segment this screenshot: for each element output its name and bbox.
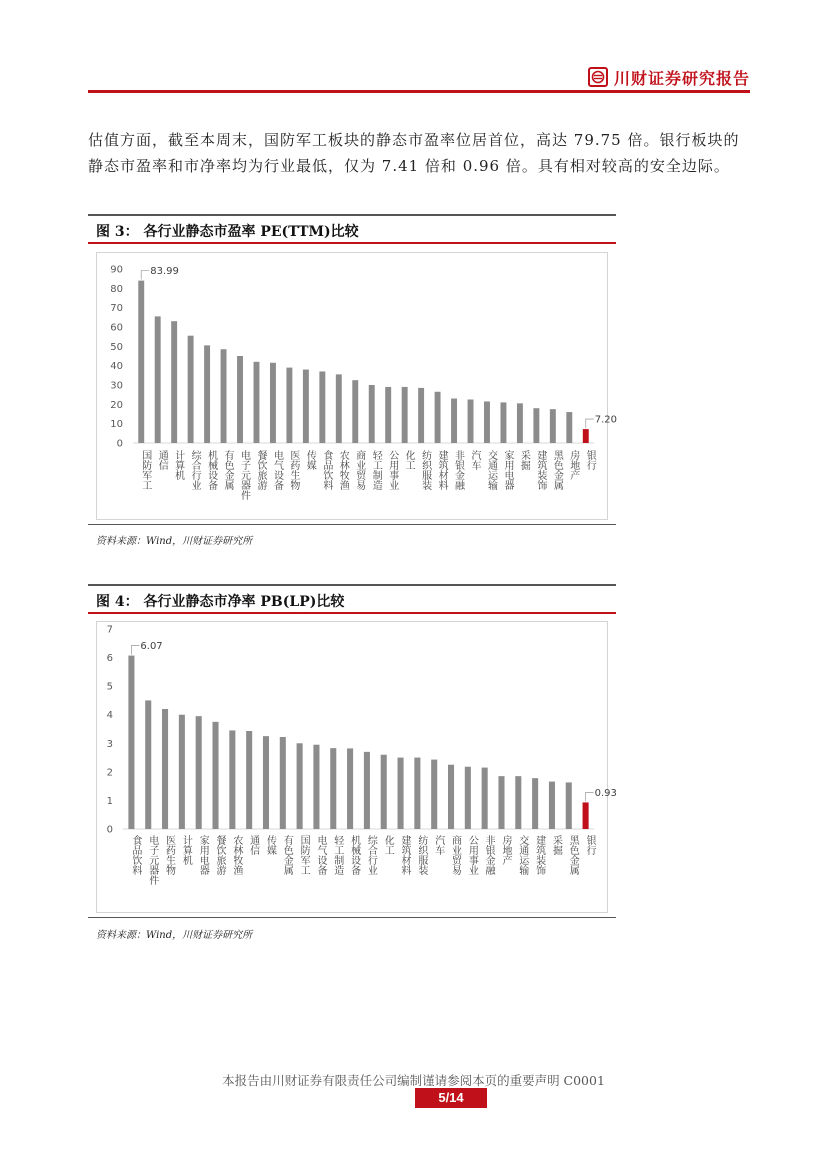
x-category-label: 采掘 <box>518 450 530 470</box>
x-category-label: 建筑装饰 <box>534 450 546 490</box>
figure-bottom-rule <box>88 917 616 918</box>
bar <box>229 730 235 829</box>
x-category-label: 商业贸易 <box>449 835 461 875</box>
x-category-label: 农林牧渔 <box>230 835 242 875</box>
x-category-label: 纺织服装 <box>415 835 427 875</box>
x-category-label: 食品饮料 <box>320 450 332 490</box>
header-rule <box>88 90 750 93</box>
bar <box>155 316 161 443</box>
figure-source: 资料来源：Wind，川财证券研究所 <box>96 930 253 941</box>
x-category-label: 家用电器 <box>197 835 209 875</box>
x-category-label: 公用事业 <box>386 450 398 490</box>
y-tick-label: 10 <box>110 419 123 431</box>
x-category-label: 通信 <box>247 835 259 855</box>
x-category-label: 银行 <box>584 835 596 855</box>
figure-bottom-rule <box>88 524 616 525</box>
bar <box>435 392 441 443</box>
data-label-leader <box>586 419 594 428</box>
bar <box>364 752 370 829</box>
bar <box>465 767 471 829</box>
figure-title: 图 4： 各行业静态市净率 PB(LP)比较 <box>96 594 345 610</box>
x-category-label: 电气设备 <box>314 835 326 875</box>
x-category-label: 传媒 <box>304 450 316 470</box>
bar <box>402 387 408 443</box>
data-label-leader <box>141 271 149 280</box>
y-tick-label: 2 <box>106 767 113 779</box>
bar <box>448 765 454 829</box>
data-label-leader <box>586 792 594 801</box>
body-paragraph: 估值方面，截至本周末，国防军工板块的静态市盈率位居首位，高达 79.75 倍。银行板块的静态市盈率和市净率均为行业最低，仅为 7.41 倍和 0.96 倍。具有相对较高的安全边际。 <box>88 131 740 175</box>
bar <box>468 400 474 444</box>
x-category-label: 机械设备 <box>205 450 217 490</box>
y-tick-label: 3 <box>106 738 113 750</box>
y-tick-label: 90 <box>110 264 123 276</box>
x-category-label: 医药生物 <box>163 835 175 875</box>
bar <box>381 755 387 829</box>
x-category-label: 建筑材料 <box>436 450 448 490</box>
bar <box>336 374 342 443</box>
x-category-label: 交通运输 <box>485 450 497 490</box>
bar <box>162 709 168 829</box>
bar <box>297 743 303 829</box>
figure-pb <box>88 584 616 939</box>
bar <box>347 748 353 829</box>
bar <box>385 387 391 443</box>
x-category-label: 电子元器件 <box>238 450 250 500</box>
bar <box>263 736 269 829</box>
bar <box>533 408 539 443</box>
bar <box>270 363 276 443</box>
y-tick-label: 0 <box>116 438 123 450</box>
bar <box>330 748 336 829</box>
x-category-label: 非银金融 <box>452 450 464 490</box>
bar <box>303 370 309 443</box>
x-category-label: 纺织服装 <box>419 450 431 490</box>
data-label: 7.20 <box>594 414 618 426</box>
x-category-label: 有色金属 <box>281 835 293 875</box>
x-category-label: 电子元器件 <box>146 835 158 885</box>
bar <box>145 700 151 829</box>
x-category-label: 黑色金属 <box>567 835 579 875</box>
y-tick-label: 1 <box>106 795 113 807</box>
x-category-label: 轻工制造 <box>331 835 343 875</box>
y-tick-label: 7 <box>106 624 113 636</box>
x-category-label: 国防军工 <box>298 835 310 875</box>
y-tick-label: 70 <box>110 303 123 315</box>
data-label: 83.99 <box>150 266 179 278</box>
x-category-label: 通信 <box>156 450 168 470</box>
y-tick-label: 20 <box>110 399 123 411</box>
bar <box>188 336 194 443</box>
bar <box>319 371 325 443</box>
data-label: 6.07 <box>140 641 163 653</box>
y-tick-label: 6 <box>106 653 113 665</box>
figure-source: 资料来源：Wind，川财证券研究所 <box>96 536 253 547</box>
x-category-label: 机械设备 <box>348 835 360 875</box>
bar <box>286 368 292 443</box>
bar <box>179 715 185 829</box>
bar <box>414 758 420 829</box>
x-category-label: 综合行业 <box>365 835 377 875</box>
x-category-label: 化工 <box>382 835 394 855</box>
x-category-label: 电气设备 <box>271 450 283 490</box>
bar <box>196 716 202 829</box>
bar <box>549 782 555 829</box>
chuancai-logo-icon <box>588 67 608 87</box>
y-tick-label: 60 <box>110 322 123 334</box>
x-category-label: 银行 <box>584 450 596 470</box>
y-tick-label: 0 <box>106 824 113 836</box>
x-category-label: 房地产 <box>567 450 579 480</box>
chart-frame <box>96 621 617 913</box>
x-category-label: 农林牧渔 <box>337 450 349 490</box>
data-label-leader <box>131 646 139 655</box>
x-category-label: 黑色金属 <box>551 450 563 490</box>
x-category-label: 餐饮旅游 <box>254 450 266 490</box>
x-category-label: 传媒 <box>264 835 276 855</box>
bar <box>171 321 177 443</box>
bar <box>418 388 424 443</box>
bar <box>517 403 523 443</box>
bar <box>500 402 506 443</box>
bar <box>280 737 286 829</box>
bar <box>550 409 556 443</box>
y-tick-label: 5 <box>106 681 113 693</box>
bar <box>313 745 319 829</box>
bar <box>369 385 375 443</box>
x-category-label: 轻工制造 <box>370 450 382 490</box>
page-header <box>88 64 750 94</box>
x-category-label: 交通运输 <box>516 835 528 875</box>
bar <box>583 802 589 829</box>
bar <box>246 731 252 829</box>
header-brand <box>588 66 750 88</box>
bar <box>254 362 260 443</box>
bar <box>532 778 538 829</box>
x-category-label: 商业贸易 <box>353 450 365 490</box>
bar <box>583 429 589 443</box>
bar <box>212 722 218 829</box>
figure-title: 图 3： 各行业静态市盈率 PE(TTM)比较 <box>96 224 359 240</box>
x-category-label: 综合行业 <box>189 450 201 490</box>
y-tick-label: 50 <box>110 341 123 353</box>
x-category-label: 非银金融 <box>483 835 495 875</box>
bar <box>431 760 437 829</box>
x-category-label: 国防军工 <box>139 450 151 490</box>
x-category-label: 医药生物 <box>287 450 299 490</box>
bar <box>237 356 243 443</box>
x-category-label: 家用电器 <box>501 450 513 490</box>
figure-pe <box>88 214 618 547</box>
figure-title-bar <box>88 214 616 244</box>
brand-name: 川财证券研究报告 <box>613 68 750 88</box>
bar <box>482 768 488 829</box>
x-category-label: 汽车 <box>469 450 481 470</box>
bar <box>566 412 572 443</box>
page-number: 5/14 <box>415 1088 487 1108</box>
pb-bar-chart <box>97 622 617 912</box>
footer-disclaimer: 本报告由川财证券有限责任公司编制谨请参阅本页的重要声明 C0001 <box>222 1073 605 1088</box>
x-category-label: 建筑材料 <box>399 835 411 875</box>
x-category-label: 汽车 <box>432 835 444 855</box>
bar <box>398 758 404 829</box>
bar <box>566 782 572 829</box>
bar <box>204 345 210 443</box>
bar <box>221 349 227 443</box>
bar <box>515 776 521 829</box>
x-category-label: 有色金属 <box>222 450 234 490</box>
x-category-label: 房地产 <box>499 835 511 865</box>
x-category-label: 餐饮旅游 <box>214 835 226 875</box>
bar <box>498 776 504 829</box>
figure-title-bar <box>88 584 616 614</box>
x-category-label: 建筑装饰 <box>533 835 545 875</box>
x-category-label: 计算机 <box>172 450 184 480</box>
bar <box>128 656 134 829</box>
x-category-label: 计算机 <box>180 835 192 865</box>
data-label: 0.93 <box>594 787 617 799</box>
y-tick-label: 80 <box>110 283 123 295</box>
bar <box>352 380 358 443</box>
bar <box>484 401 490 443</box>
x-category-label: 公用事业 <box>466 835 478 875</box>
chart-frame <box>96 252 618 520</box>
x-category-label: 采掘 <box>550 835 562 855</box>
bar <box>138 281 144 443</box>
pe-bar-chart <box>97 253 618 519</box>
y-tick-label: 40 <box>110 361 123 373</box>
bar <box>451 399 457 443</box>
x-category-label: 食品饮料 <box>129 835 141 875</box>
y-tick-label: 4 <box>106 710 113 722</box>
y-tick-label: 30 <box>110 380 123 392</box>
x-category-label: 化工 <box>403 450 415 470</box>
